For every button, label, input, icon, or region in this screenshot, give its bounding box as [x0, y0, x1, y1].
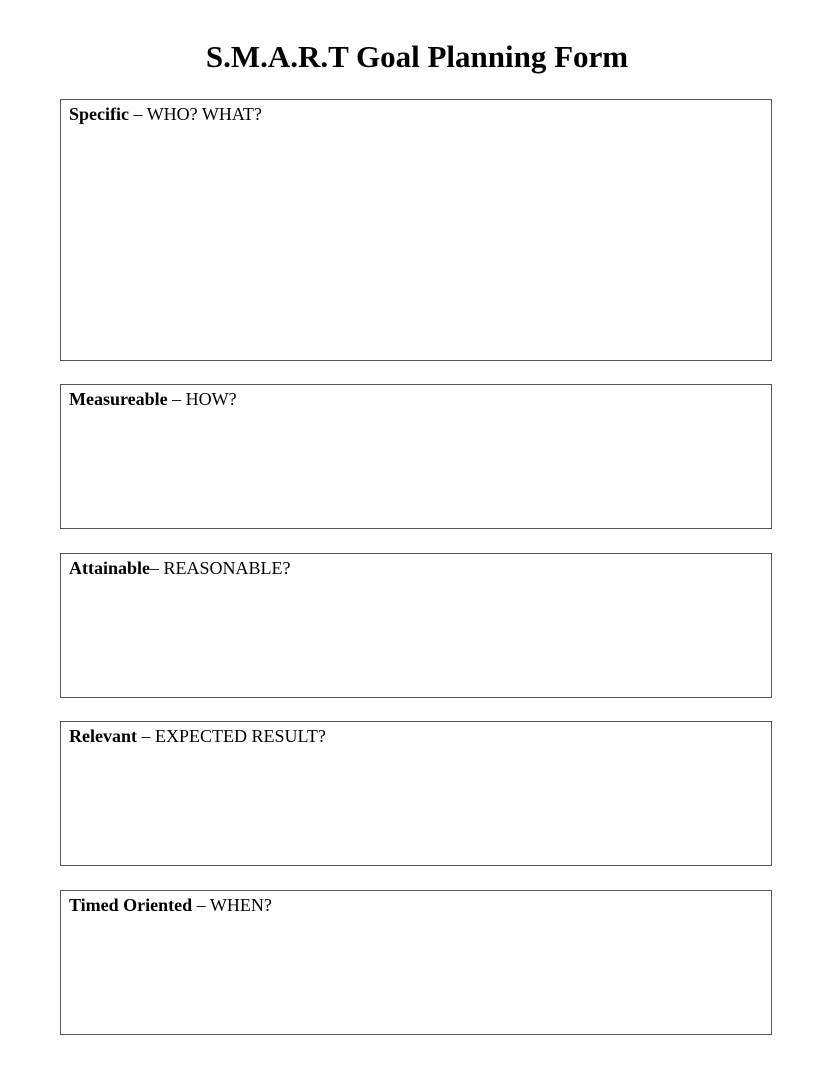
- timed-oriented-answer-area[interactable]: [62, 919, 770, 1033]
- timed-oriented-prompt: WHEN?: [209, 895, 272, 915]
- timed-oriented-separator: –: [192, 895, 210, 915]
- specific-separator: –: [129, 104, 147, 124]
- attainable-answer-area[interactable]: [62, 582, 770, 696]
- attainable-term: Attainable: [69, 558, 150, 578]
- relevant-prompt: EXPECTED RESULT?: [154, 726, 326, 746]
- measureable-answer-area[interactable]: [62, 413, 770, 527]
- specific-answer-area[interactable]: [62, 128, 770, 359]
- page-title: S.M.A.R.T Goal Planning Form: [205, 39, 629, 74]
- timed-oriented-term: Timed Oriented: [69, 895, 193, 915]
- specific-box: [60, 99, 772, 361]
- specific-label: [69, 103, 262, 125]
- measureable-prompt: HOW?: [185, 389, 237, 409]
- attainable-box: [60, 553, 772, 698]
- measureable-separator: –: [167, 389, 186, 409]
- relevant-term: Relevant: [69, 726, 137, 746]
- timed-oriented-box: [60, 890, 772, 1035]
- measureable-term: Measureable: [69, 389, 168, 409]
- relevant-box: [60, 721, 772, 866]
- specific-prompt: WHO? WHAT?: [146, 104, 262, 124]
- attainable-separator: –: [150, 558, 164, 578]
- relevant-separator: –: [136, 726, 155, 746]
- attainable-prompt: REASONABLE?: [163, 558, 291, 578]
- measureable-label: [69, 388, 237, 410]
- measureable-box: [60, 384, 772, 529]
- attainable-label: [69, 557, 291, 579]
- timed-oriented-label: [69, 894, 272, 916]
- relevant-label: [69, 725, 326, 747]
- specific-term: Specific: [69, 104, 129, 124]
- relevant-answer-area[interactable]: [62, 750, 770, 864]
